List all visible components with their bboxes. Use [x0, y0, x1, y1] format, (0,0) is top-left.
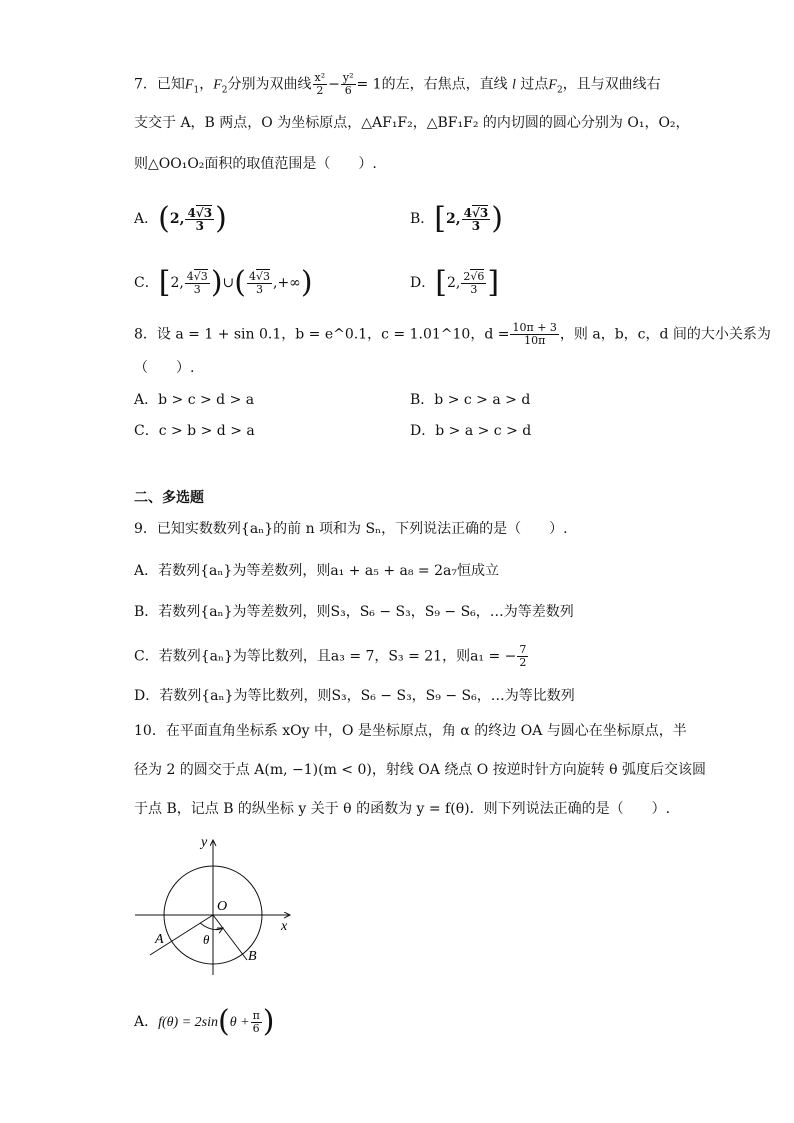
- q8-line1: 8．设 a = 1 + sin 0.1，b = e^0.1，c = 1.01^10，d = $\frac{10\pi + 3}{10\pi}$ ，则 a，b，c，d 间的大小关系为: [134, 321, 771, 347]
- q9-option-a: A．若数列{aₙ}为等差数列，则a₁ + a₅ + a₈ = 2a₇恒成立: [134, 563, 499, 579]
- q7-text: ，且与双曲线右: [562, 76, 661, 93]
- label-x: x: [281, 919, 288, 934]
- q10-line1: 10．在平面直角坐标系 xOy 中，O 是坐标原点，角 α 的终边 OA 与圆心在坐标原点，半: [134, 723, 687, 739]
- q10-line2: 径为 2 的圆交于点 A(m, −1)(m < 0)，射线 OA 绕点 O 按逆时针方向旋转 θ 弧度后交该圆: [134, 762, 707, 778]
- q7-option-b: B．[2, $\frac{4√3}{3}$ ): [410, 201, 503, 236]
- q8-line2: （ ）.: [134, 360, 195, 376]
- q8-option-b: B．b > c > a > d: [410, 392, 531, 408]
- label-y: y: [201, 835, 208, 850]
- q7-option-c: C．[2, $\frac{4√3}{3}$ )∪( $\frac{4√3}{3}$ ,+∞): [134, 265, 313, 300]
- q8-option-c: C．c > b > d > a: [134, 423, 255, 439]
- q10-line3: 于点 B，记点 B 的纵坐标 y 关于 θ 的函数为 y = f(θ)．则下列说法正确的是（ ）.: [134, 801, 671, 817]
- q7-line1: 7．已知$F_1$，$F_2$分别为双曲线 $\frac{\text{x²}}{2}$ − $\frac{\text{y²}}{6}$ = 1的左，右焦点，直线 l 过点$F_2$，且与双曲线右: [134, 71, 661, 97]
- q7-text: ，: [199, 76, 214, 93]
- label-a: A: [155, 932, 164, 947]
- label-b: B: [248, 949, 257, 964]
- q7-option-a: A．(2, $\frac{4√3}{3}$ ): [134, 201, 227, 236]
- q7-text: 的左，右焦点，直线: [381, 76, 508, 93]
- label-theta: θ: [203, 932, 210, 947]
- unit-circle-figure: [130, 830, 300, 980]
- label-o: O: [217, 899, 228, 914]
- q7-option-d: D．[2, $\frac{2√6}{3}$ ]: [410, 265, 500, 300]
- q9-option-c: C．若数列{aₙ}为等比数列，且a₃ = 7，S₃ = 21，则a₁ = − $\frac{7}{2}$: [134, 643, 527, 669]
- q10-option-a: A．f(θ) = 2sin(θ + $\frac{\pi}{6}$ ): [134, 1004, 275, 1039]
- q7-line3: 则△OO₁O₂面积的取值范围是（ ）.: [134, 156, 377, 172]
- q8-option-d: D．b > a > c > d: [410, 423, 532, 439]
- fraction: $\frac{\text{y²}}{6}$: [342, 71, 354, 97]
- q7-text: 分别为双曲线: [227, 76, 312, 93]
- q7-line2: 支交于 A，B 两点，O 为坐标原点，△AF₁F₂，△BF₁F₂ 的内切圆的圆心分别为 O₁，O₂，: [134, 115, 690, 131]
- q9-option-d: D．若数列{aₙ}为等比数列，则S₃，S₆ − S₃，S₉ − S₆，…为等比数列: [134, 688, 575, 704]
- q7-text: 7．已知: [134, 76, 185, 93]
- q9-option-b: B．若数列{aₙ}为等差数列，则S₃，S₆ − S₃，S₉ − S₆，…为等差数列: [134, 604, 574, 620]
- fraction: $\frac{\text{x²}}{2}$: [314, 71, 326, 97]
- q7-text: 过点: [520, 76, 549, 93]
- ray-ob: [213, 915, 247, 960]
- q8-option-a: A．b > c > d > a: [134, 392, 255, 408]
- q9-stem: 9．已知实数数列{aₙ}的前 n 项和为 Sₙ，下列说法正确的是（ ）.: [134, 521, 568, 537]
- section-heading: 二、多选题: [134, 490, 204, 506]
